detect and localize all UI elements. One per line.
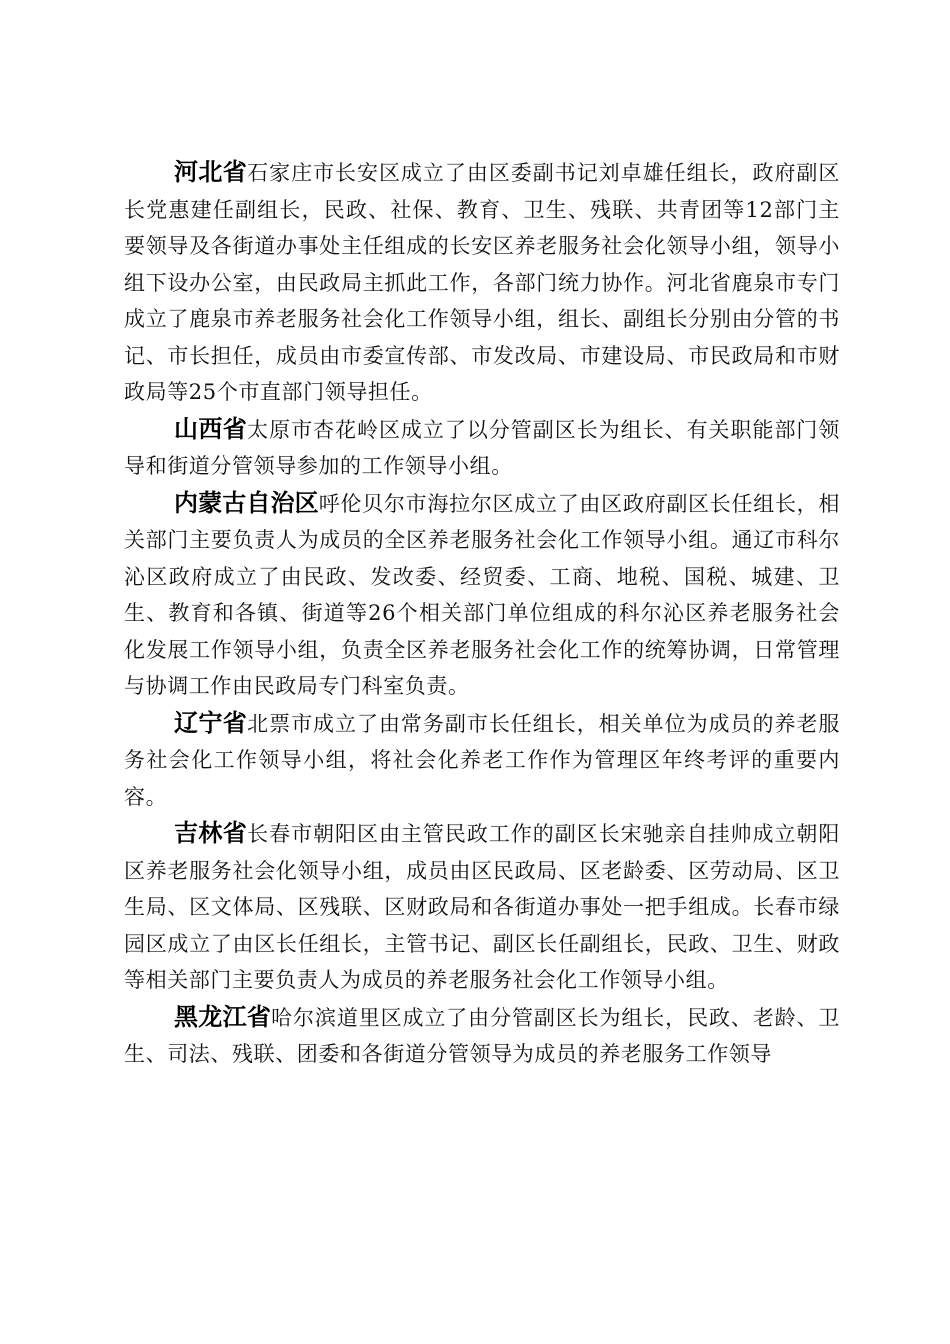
province-heading: 吉林省 [174,819,248,847]
paragraph-text: 哈尔滨道里区成立了由分管副区长为组长，民政、老龄、卫生、司法、残联、团委和各街道分管领导为成员的养老服务工作领导 [124,1005,841,1066]
paragraph-hebei [124,154,840,411]
paragraph-shanxi [124,411,840,485]
paragraph-heilongjiang [124,999,840,1073]
province-heading: 河北省 [174,158,248,186]
province-heading: 山西省 [174,414,248,443]
paragraph-inner-mongolia [124,485,840,705]
province-heading: 黑龙江省 [174,1002,272,1031]
paragraph-text: 北票市成立了由常务副市长任组长，相关单位为成员的养老服务社会化工作领导小组，将社会化养老工作作为管理区年终考评的重要内容。 [124,711,841,809]
paragraph-text: 呼伦贝尔市海拉尔区成立了由区政府副区长任组长，相关部门主要负责人为成员的全区养老服务社会化工作领导小组。通辽市科尔沁区政府成立了由民政、发改委、经贸委、工商、地税、国税、城建、卫生、教育和各镇、街道等26个相关部门单位组成的科尔沁区养老服务社会化发展工作领导小组，负责全区养老服务社会化工作的统筹协调，日常管理与协调工作由民政局专门科室负责。 [124,491,840,698]
paragraph-liaoning [124,705,840,816]
paragraph-text: 石家庄市长安区成立了由区委副书记刘卓雄任组长，政府副区长党惠建任副组长，民政、社保、教育、卫生、残联、共青团等12部门主要领导及各街道办事处主任组成的长安区养老服务社会化领导小组，领导小组下设办公室，由民政局主抓此工作，各部门统力协作。河北省鹿泉市专门成立了鹿泉市养老服务社会化工作领导小组，组长、副组长分别由分管的书记、市长担任，成员由市委宣传部、市发改局、市建设局、市民政局和市财政局等25个市直部门领导担任。 [124,161,841,404]
document-body [124,154,840,1073]
paragraph-text: 长春市朝阳区由主管民政工作的副区长宋驰亲自挂帅成立朝阳区养老服务社会化领导小组，成员由区民政局、区老龄委、区劳动局、区卫生局、区文体局、区残联、区财政局和各街道办事处一把手组成。长春市绿园区成立了由区长任组长，主管书记、副区长任副组长，民政、卫生、财政等相关部门主要负责人为成员的养老服务社会化工作领导小组。 [124,822,841,992]
province-heading: 辽宁省 [174,708,248,737]
paragraph-jilin [124,815,840,999]
paragraph-text: 太原市杏花岭区成立了以分管副区长为组长、有关职能部门领导和街道分管领导参加的工作领导小组。 [124,417,841,478]
province-heading: 内蒙古自治区 [174,488,319,517]
